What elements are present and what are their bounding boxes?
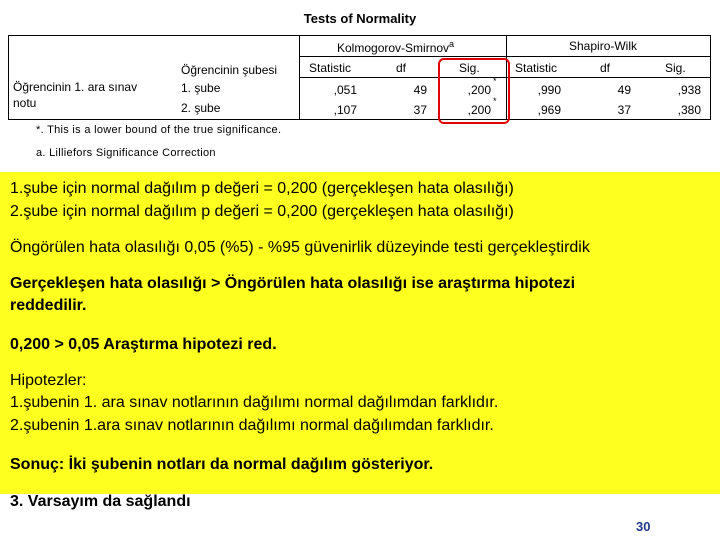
table-cell: 49 [617,83,631,97]
column-header: Sig. [665,61,686,75]
table-cell: ,200 [467,103,491,117]
footnote-marker: * [493,76,497,86]
column-header: Statistic [515,61,558,75]
row-label: 2. şube [181,101,221,115]
column-header: df [396,61,407,75]
table-cell: ,990 [537,83,561,97]
row-variable-label: Öğrencinin 1. ara sınav [13,80,138,94]
table-title: Tests of Normality [303,11,417,26]
assumption-line: 3. Varsayım da sağlandı [10,493,191,510]
note-line: 2.şube için normal dağılım p değeri = 0,200 (gerçekleşen hata olasılığı) [10,203,514,220]
hypotheses-title: Hipotezler: [10,372,87,389]
hypothesis-line: 2.şubenin 1.ara sınav notlarının dağılımı normal dağılımdan farklıdır. [10,417,494,434]
result-line: 0,200 > 0,05 Araştırma hipotezi red. [10,336,277,353]
table-cell: ,107 [333,103,357,117]
table-divider [299,56,710,57]
column-group-label: Öğrencinin şubesi [181,63,278,77]
footnote-a: a. Lilliefors Significance Correction [36,147,216,159]
column-header: Statistic [309,61,352,75]
row-label: 1. şube [181,81,221,95]
table-cell: ,938 [677,83,701,97]
footnote-marker: * [493,96,497,106]
group-header-ks: Kolmogorov-Smirnov$^a$ [337,39,455,55]
explanation-panel [0,172,720,494]
table-cell: ,051 [333,83,357,97]
table-cell: 37 [413,103,427,117]
column-header: df [600,61,611,75]
table-cell: ,380 [677,103,701,117]
note-line: Öngörülen hata olasılığı 0,05 (%5) - %95 güvenirlik düzeyinde testi gerçekleştirdik [10,239,590,256]
conclusion-line: Sonuç: İki şubenin notları da normal dağılım gösteriyor. [10,456,434,473]
row-variable-label: notu [13,96,37,110]
table-cell: 49 [413,83,427,97]
rule-line: Gerçekleşen hata olasılığı > Öngörülen hata olasılığı ise araştırma hipotezi [10,275,576,292]
rule-line: reddedilir. [10,297,87,314]
footnote-star: *. This is a lower bound of the true significance. [36,124,282,136]
table-cell: ,969 [537,103,561,117]
column-header: Sig. [459,61,480,75]
hypothesis-line: 1.şubenin 1. ara sınav notlarının dağılımı normal dağılımdan farklıdır. [10,394,499,411]
significance-highlight [438,58,510,124]
normality-table [8,35,711,120]
table-cell: ,200 [467,83,491,97]
group-header-sw: Shapiro-Wilk [569,39,638,53]
table-cell: 37 [617,103,631,117]
note-line: 1.şube için normal dağılım p değeri = 0,200 (gerçekleşen hata olasılığı) [10,180,514,197]
page-number: 30 [636,519,651,534]
